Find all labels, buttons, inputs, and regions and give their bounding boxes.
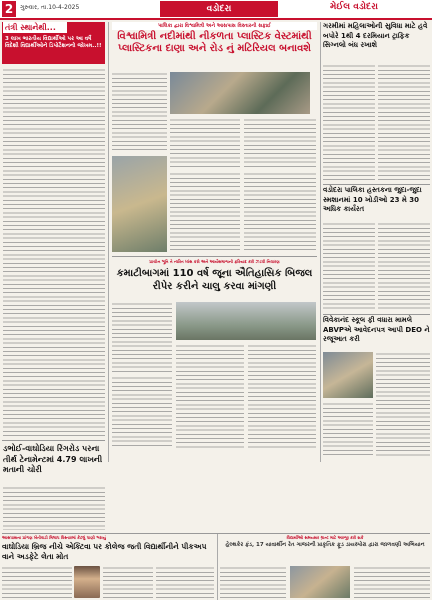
column-divider [320, 22, 321, 462]
brand-title: મેઈલ વડોદરા [330, 2, 378, 12]
right-story-1-headline: ગરમીમાં મહિલાઓની સુવિધા માટે હવે બપોરે 1થી 4 દરમિયાન ટ્રાફિક સિગ્નલો બંધ રખાશે [323, 22, 428, 49]
mid-story-body-text-4 [112, 376, 172, 449]
mid-story-body-text-2 [176, 344, 244, 449]
healthcare-headline: હેલ્થકેર ફંડ, 17 યાવાર્થીન રેત ગાજરની પ્રાકૃતિક ફૂડ ડાયસ્પોરા દ્વારા જાળવણી અભિયાન [225, 542, 425, 548]
healthcare-kicker: વિદ્યાર્થીઓ સમયસર ગ્રાન્ટ માટે અરજી કરી શકે [286, 535, 364, 540]
right-story-3-headline: વિવેકાનંદ સ્કૂલ ફી વધારા મામલે ABVPએ આવેદનપત્ર આપી DEO ને રજૂઆત કરી [323, 316, 430, 343]
right-story-1-body-text-2 [378, 64, 430, 182]
right-story-2-headline: વડોદરા પાલિકા હસ્તકના જુદા-જુદા સ્મશાનમાં 10 ખોડીઓ 23 મે 30 અધિક કાર્યરત [323, 186, 422, 213]
theft-headline: ડભોઈ-વાઘોડિયા રિંગરોડ પરના તીર્થ ટેનામેન્ટમાં 4.79 લાખની મતાની ચોરી [3, 444, 103, 474]
section-divider [323, 184, 430, 185]
right-story-1-body-text-1 [323, 64, 375, 182]
date-line: ગુરુવાર, તા.10-4-2025 [20, 4, 80, 11]
right-story-2-body-text-2 [378, 222, 430, 312]
right-story-3-body-text-1 [376, 352, 430, 456]
top-story-body-text-1 [112, 72, 167, 152]
column-divider [108, 22, 109, 462]
mid-story-body-text-3 [248, 344, 316, 449]
accident-headline: વાઘોડિયા બ્રિજ નીચે એક્ટિવા પર કોલેજ જતી વિદ્યાર્થીનીને પીકઅપ વાને અડફેટે લેતા મોત [2, 542, 207, 561]
healthcare-body-text-2 [354, 566, 430, 598]
right-story-2-body-text-1 [323, 222, 375, 312]
bridge-photo [176, 302, 316, 340]
theft-body-text [3, 486, 105, 530]
mid-story-body-text-1 [112, 302, 172, 372]
top-story-kicker: પાલિકા દ્વારા વિશ્વામિત્રી અને આસપાસ વિસ્તારની સફાઈ [112, 22, 317, 30]
editorial-kicker: તંત્રી સ્થાનેથી... [3, 22, 67, 33]
top-story-body-text-5 [244, 172, 316, 252]
top-story-body-text-3 [244, 118, 316, 168]
editorial-body-text [3, 68, 105, 436]
top-story-headline: વિશ્વામિત્રી નદીમાંથી નીકળતા પ્લાસ્ટિક વેસ્ટમાંથી પ્લાસ્ટિકના દાણા અને રોડ નું મટિરિયલ બનાવશે [117, 31, 312, 54]
mid-story-headline: કમાટીબાગમાં 110 વર્ષ જૂના ઐતિહાસિક બિજલ રીપેર કરીને ચાલુ કરવા માંગણી [116, 268, 313, 292]
column-divider [217, 534, 218, 600]
editorial-headline: 3 લાખ ભારતીય વિદ્યાર્થીઓ પર આ વર્ષે વિદેશી વિદ્યાર્થીઓને ડિપોર્ટેશનનો જોખમ..!! [5, 36, 102, 49]
section-divider [323, 314, 430, 315]
accident-body-text-3 [156, 566, 214, 598]
section-divider [112, 256, 317, 257]
healthcare-photo [290, 566, 350, 598]
plastic-waste-photo [170, 72, 310, 114]
page-number: 2 [2, 1, 16, 17]
riverbank-photo [112, 156, 167, 252]
victim-photo [74, 566, 100, 598]
right-story-3-body-text-2 [323, 402, 373, 456]
city-banner: વડોદરા [160, 1, 278, 17]
accident-body-text-2 [103, 566, 153, 598]
top-story-body-text-2 [170, 118, 240, 168]
accident-body-text-1 [2, 566, 72, 598]
mid-story-kicker: પ્રાચીન ભૂતિ તે ત્વરિત ધ્વંસ કરો અને આર્યસમાજની ફરિયાદ કરી ઝડપી નિવારણ [149, 259, 280, 264]
top-story-body-text-4 [170, 172, 240, 252]
section-divider [2, 440, 105, 441]
abvp-protest-photo [323, 352, 373, 398]
accident-kicker: આસપાસના પ્રાંગણ ખેતીવાડી મિલાપ વિસ્તારમાં કેટલું પાણી ભરાયું [2, 535, 106, 540]
healthcare-body-text-1 [220, 566, 286, 598]
